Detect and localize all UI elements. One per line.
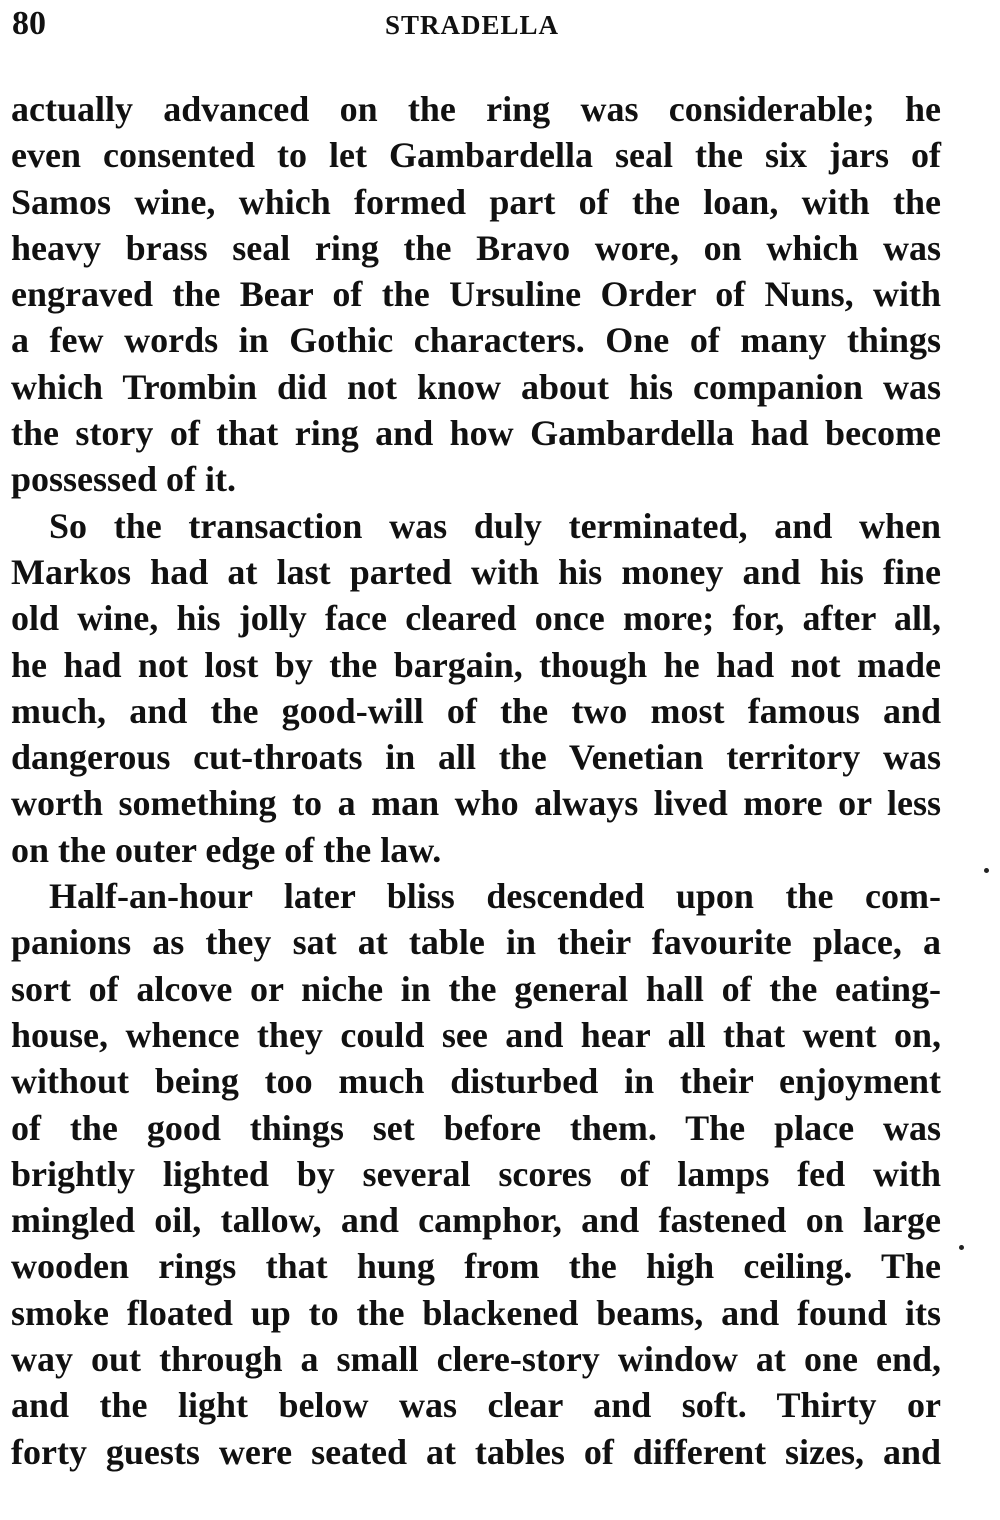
text-line: even consented to let Gambardella seal the six jars of xyxy=(11,135,941,176)
print-speck xyxy=(984,868,989,873)
print-speck xyxy=(959,1245,964,1250)
text-line: on the outer edge of the law. xyxy=(11,829,442,870)
running-title: STRADELLA xyxy=(385,10,560,40)
page-number: 80 xyxy=(12,5,46,42)
text-line: So the transaction was duly terminated, and when xyxy=(49,505,941,546)
text-line: the story of that ring and how Gambardella had become xyxy=(11,413,941,454)
running-head xyxy=(12,4,942,44)
text-line: actually advanced on the ring was considerable; he xyxy=(11,89,941,129)
text-line: forty guests were seated at tables of different sizes, and xyxy=(11,1431,941,1472)
text-line: house, whence they could see and hear all that went on, xyxy=(11,1014,941,1055)
text-line: engraved the Bear of the Ursuline Order of Nuns, with xyxy=(11,274,941,315)
text-line: and the light below was clear and soft. Thirty or xyxy=(11,1385,941,1426)
text-line: Samos wine, which formed part of the loan, with the xyxy=(11,181,941,222)
text-line: a few words in Gothic characters. One of many things xyxy=(11,320,941,361)
text-line: brightly lighted by several scores of lamps fed with xyxy=(11,1153,941,1194)
text-line: without being too much disturbed in their enjoyment xyxy=(11,1061,941,1102)
text-line: he had not lost by the bargain, though he had not made xyxy=(11,644,941,685)
text-line: sort of alcove or niche in the general hall of the eating- xyxy=(11,968,941,1009)
body-text xyxy=(11,86,941,1475)
text-line: Half-an-hour later bliss descended upon the com- xyxy=(49,876,941,917)
text-line: which Trombin did not know about his companion was xyxy=(11,366,941,407)
text-line: smoke floated up to the blackened beams, and found its xyxy=(11,1292,941,1333)
text-line: dangerous cut-throats in all the Venetian territory was xyxy=(11,737,941,778)
text-line: panions as they sat at table in their favourite place, a xyxy=(11,922,941,963)
text-line: way out through a small clere-story window at one end, xyxy=(11,1339,941,1380)
text-line: worth something to a man who always lived more or less xyxy=(11,783,941,824)
text-line: heavy brass seal ring the Bravo wore, on which was xyxy=(11,227,941,268)
text-line: much, and the good-will of the two most famous and xyxy=(11,690,941,731)
text-line: of the good things set before them. The place was xyxy=(11,1107,941,1148)
text-line: Markos had at last parted with his money and his fine xyxy=(11,551,941,592)
text-line: possessed of it. xyxy=(11,459,237,500)
text-line: mingled oil, tallow, and camphor, and fastened on large xyxy=(11,1200,941,1241)
text-line: old wine, his jolly face cleared once more; for, after all, xyxy=(11,598,941,639)
text-line: wooden rings that hung from the high ceiling. The xyxy=(11,1246,941,1287)
